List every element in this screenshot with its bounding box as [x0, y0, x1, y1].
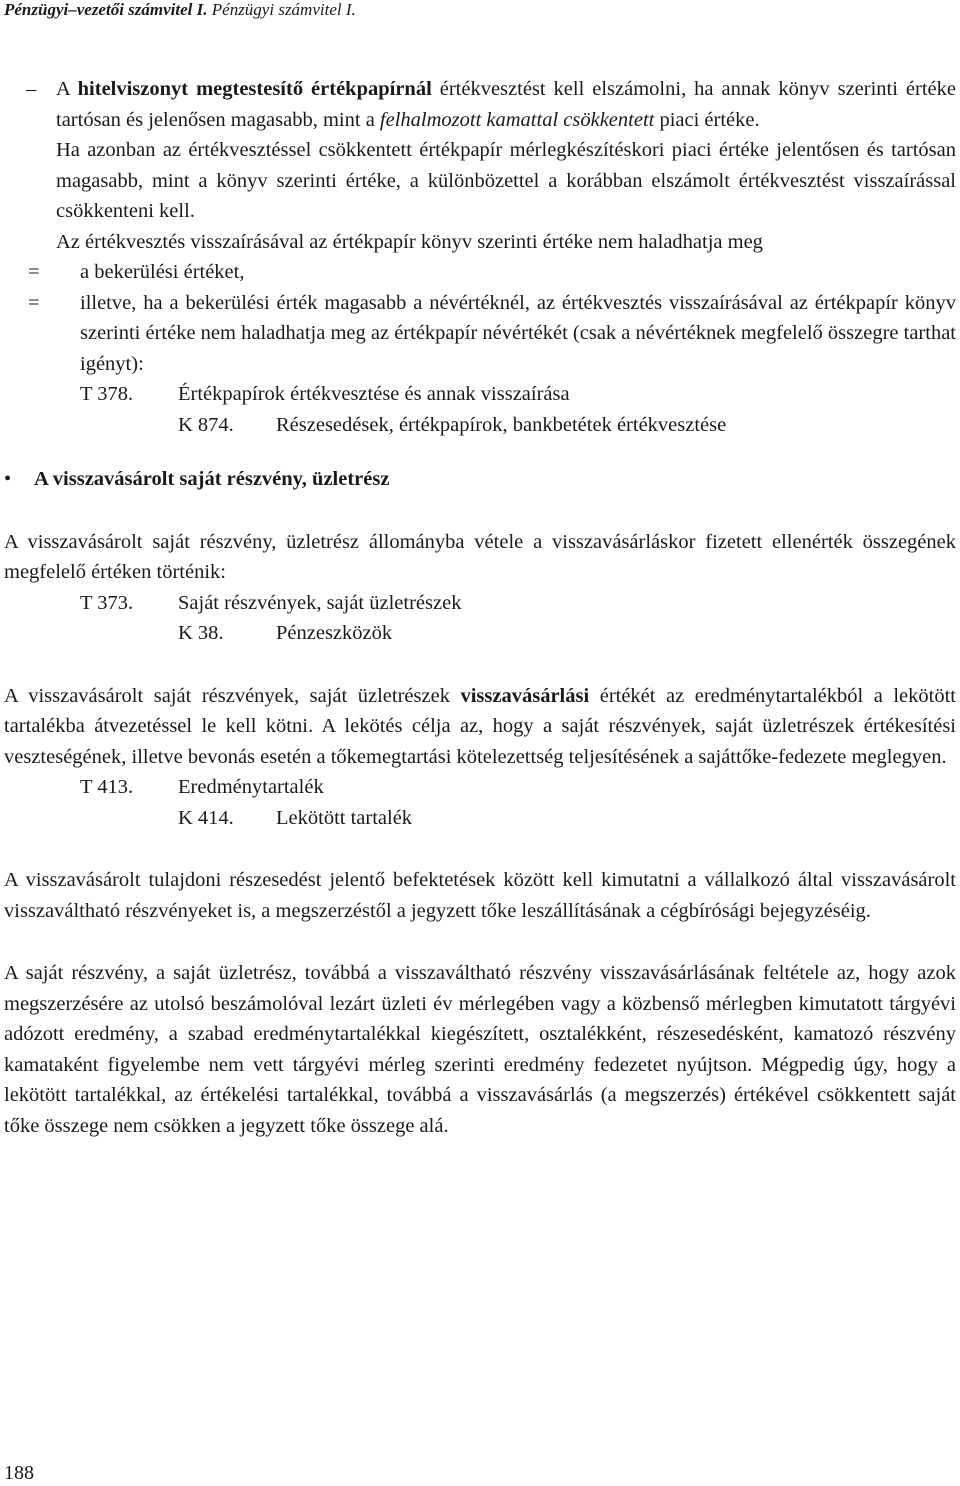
journal-entry-debit	[4, 588, 956, 619]
equals-item-text: illetve, ha a bekerülési érték magasabb a névértéknél, az értékvesztés visszaírásával az értékpapír könyv szerinti értéke nem haladhatja meg az értékpapír névértékét (csak a névértéknek megfelelő összegre tarthat igényt):	[80, 291, 956, 375]
equals-list-item	[4, 288, 956, 380]
account-name: Eredménytartalék	[178, 776, 324, 798]
bullet-marker: •	[4, 468, 12, 490]
account-code: T 373.	[80, 591, 134, 614]
paragraph-limit: Az értékvesztés visszaírásával az értékpapír könyv szerinti értéke nem haladhatja meg	[56, 230, 763, 253]
journal-entry-debit	[4, 772, 956, 803]
account-name: Lekötött tartalék	[276, 806, 413, 829]
account-name: Saját részvények, saját üzletrészek	[178, 591, 462, 614]
section-heading	[4, 464, 956, 495]
account-name: Értékpapírok értékvesztése és annak visszaírása	[178, 383, 570, 405]
paragraph-condition: A saját részvény, a saját üzletrész, továbbá a visszaváltható részvény visszavásárlásának feltétele az, hogy azok megszerzésére az utolsó beszámolóval lezárt üzleti év mérlegében vagy a közbenső mérlegben kimutatott tárgyévi adózott eredmény, a szabad eredménytartalékkal kiegészített, osztalékként, részesedésként, kamatozó részvény kamataként figyelembe nem vett tárgyévi mérleg szerinti eredmény fedezetet nyújtson. Mégpedig úgy, hogy a lekötött tartalékkal, az értékelési tartalékkal, továbbá a visszavásárlás (a megszerzés) értékével csökkentett saját tőke összege nem csökken a jegyzett tőke összege alá.	[4, 962, 956, 1137]
dash-item-pre: A	[56, 78, 78, 100]
header-subtitle: Pénzügyi számvitel I.	[211, 0, 356, 19]
account-code: K 874.	[178, 413, 234, 436]
journal-entry-debit	[4, 379, 956, 410]
dash-item-bold: hitelviszonyt megtestesítő értékpapírnál	[77, 78, 432, 100]
account-name: Részesedések, értékpapírok, bankbetétek értékvesztése	[276, 413, 727, 436]
account-code: T 413.	[80, 776, 134, 798]
page-content	[4, 74, 956, 1141]
section-title: A visszavásárolt saját részvény, üzletrész	[34, 468, 390, 490]
journal-entry-credit	[4, 618, 956, 649]
reserve-bold: visszavásárlási	[460, 684, 590, 707]
paragraph-ownership: A visszavásárolt tulajdoni részesedést jelentő befektetések között kell kimutatni a vállalkozó által visszavásárolt visszaváltható részvényeket is, a megszerzéstől a jegyzett tőke leszállításának a cégbírósági bejegyzéséig.	[4, 869, 956, 922]
dash-list-item	[4, 74, 956, 135]
dash-marker: –	[26, 78, 37, 100]
equals-list-item	[4, 257, 956, 288]
paragraph-reserve	[4, 681, 956, 773]
running-header	[4, 0, 356, 20]
paragraph-reversal: Ha azonban az értékvesztéssel csökkentett értékpapír mérlegkészítéskori piaci értéke jelentősen és tartósan magasabb, mint a könyv szerinti értéke, a különbözettel a korábban elszámolt értékvesztést visszaírással csökkenteni kell.	[56, 139, 956, 222]
account-code: K 38.	[178, 622, 224, 644]
page-number: 188	[4, 1462, 34, 1484]
paragraph-buyback: A visszavásárolt saját részvény, üzletrész állományba vétele a visszavásárláskor fizetett ellenérték összegének megfelelő értéken történik:	[4, 530, 956, 583]
equals-marker: =	[28, 291, 40, 314]
journal-entry-credit	[4, 803, 956, 834]
account-code: K 414.	[178, 806, 234, 829]
equals-marker: =	[28, 261, 40, 283]
dash-item-italic: felhalmozott kamattal csökkentett	[379, 108, 655, 131]
dash-item-mid: értékvesztést kell elszámolni, ha annak könyv szerinti értéke tartósan és jelenősen magasabb, mint a	[56, 78, 956, 131]
equals-item-text: a bekerülési értéket,	[80, 261, 245, 283]
reserve-pre: A visszavásárolt saját részvények, saját üzletrészek	[4, 684, 461, 707]
header-main-title: Pénzügyi–vezetői számvitel I.	[4, 0, 208, 19]
dash-item-post: piaci értéke.	[654, 108, 760, 131]
journal-entry-credit	[4, 410, 956, 441]
account-name: Pénzeszközök	[276, 622, 393, 644]
account-code: T 378.	[80, 383, 134, 405]
reserve-post: értékét az eredménytartalékból a lekötött tartalékba átvezetéssel le kell kötni. A lekötés célja az, hogy a saját részvények, saját üzletrészek értékesítési veszteségének, illetve bevonás esetén a tőkemegtartási kötelezettség teljesítésének a sajáttőke-fedezete meglegyen.	[4, 684, 956, 768]
